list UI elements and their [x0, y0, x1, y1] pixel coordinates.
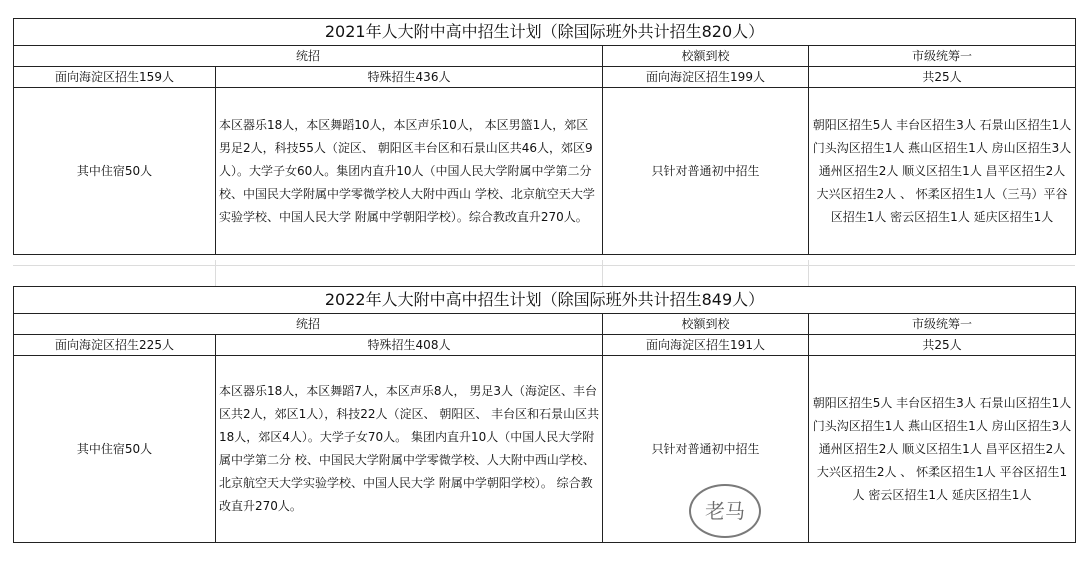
- unified-header: 统招: [14, 314, 603, 335]
- plan-table-2021: [13, 18, 1076, 255]
- quota-header: 校额到校: [603, 46, 809, 67]
- city-header: 市级统筹一: [809, 46, 1076, 67]
- watermark-stamp: 老马: [689, 484, 761, 538]
- plan-table-2022: [13, 286, 1076, 543]
- city-header: 市级统筹一: [809, 314, 1076, 335]
- city-total-cell: 共25人: [809, 335, 1076, 356]
- quota-subheader-cell: 面向海淀区招生191人: [603, 335, 809, 356]
- city-detail-cell: 朝阳区招生5人 丰台区招生3人 石景山区招生1人 门头沟区招生1人 燕山区招生1人 房山区招生3人 通州区招生2人 顺义区招生1人 昌平区招生2人 大兴区招生2人 、 怀柔区招生1人（三马）平谷区招生1人 密云区招生1人 延庆区招生1人: [809, 88, 1076, 255]
- quota-header: 校额到校: [603, 314, 809, 335]
- special-detail-cell: 本区器乐18人，本区舞蹈10人，本区声乐10人， 本区男篮1人，郊区男足2人，科技55人（淀区、 朝阳区丰台区和石景山区共46人，郊区9人）。大学子女60人。集团内直升10人（中国人民大学附属中学第二分 校、中国民大学附属中学零微学校人大附中西山 学校、北京航空天大学实验学校、中国人民大学 附属中学朝阳学校）。综合教改直升270人。: [216, 88, 603, 255]
- boarding-cell: 其中住宿50人: [14, 88, 216, 255]
- city-detail-cell: 朝阳区招生5人 丰台区招生3人 石景山区招生1人 门头沟区招生1人 燕山区招生1人 房山区招生3人 通州区招生2人 顺义区招生1人 昌平区招生2人 大兴区招生2人 、 怀柔区招生1人 平谷区招生1人 密云区招生1人 延庆区招生1人: [809, 356, 1076, 543]
- city-total-cell: 共25人: [809, 67, 1076, 88]
- haidian-enrollment-cell: 面向海淀区招生159人: [14, 67, 216, 88]
- grid-divider-line: [602, 260, 603, 286]
- special-enrollment-cell: 特殊招生436人: [216, 67, 603, 88]
- plan-title: 2022年人大附中高中招生计划（除国际班外共计招生849人）: [14, 287, 1076, 314]
- special-detail-cell: 本区器乐18人，本区舞蹈7人，本区声乐8人， 男足3人（海淀区、丰台区共2人，郊区1人），科技22人（淀区、 朝阳区、 丰台区和石景山区共18人，郊区4人）。大学子女70人。 集团内直升10人（中国人民大学附属中学第二分 校、中国民大学附属中学零微学校、人大附中西山学校、北京航空天大学实验学校、中国人民大学 附属中学朝阳学校）。 综合教改直升270人。: [216, 356, 603, 543]
- grid-divider-line: [13, 265, 1075, 266]
- haidian-enrollment-cell: 面向海淀区招生225人: [14, 335, 216, 356]
- grid-divider-line: [215, 260, 216, 286]
- special-enrollment-cell: 特殊招生408人: [216, 335, 603, 356]
- quota-subheader-cell: 面向海淀区招生199人: [603, 67, 809, 88]
- plan-title: 2021年人大附中高中招生计划（除国际班外共计招生820人）: [14, 19, 1076, 46]
- quota-detail-cell: 只针对普通初中招生: [603, 356, 809, 543]
- boarding-cell: 其中住宿50人: [14, 356, 216, 543]
- unified-header: 统招: [14, 46, 603, 67]
- quota-detail-cell: 只针对普通初中招生: [603, 88, 809, 255]
- grid-divider-line: [808, 260, 809, 286]
